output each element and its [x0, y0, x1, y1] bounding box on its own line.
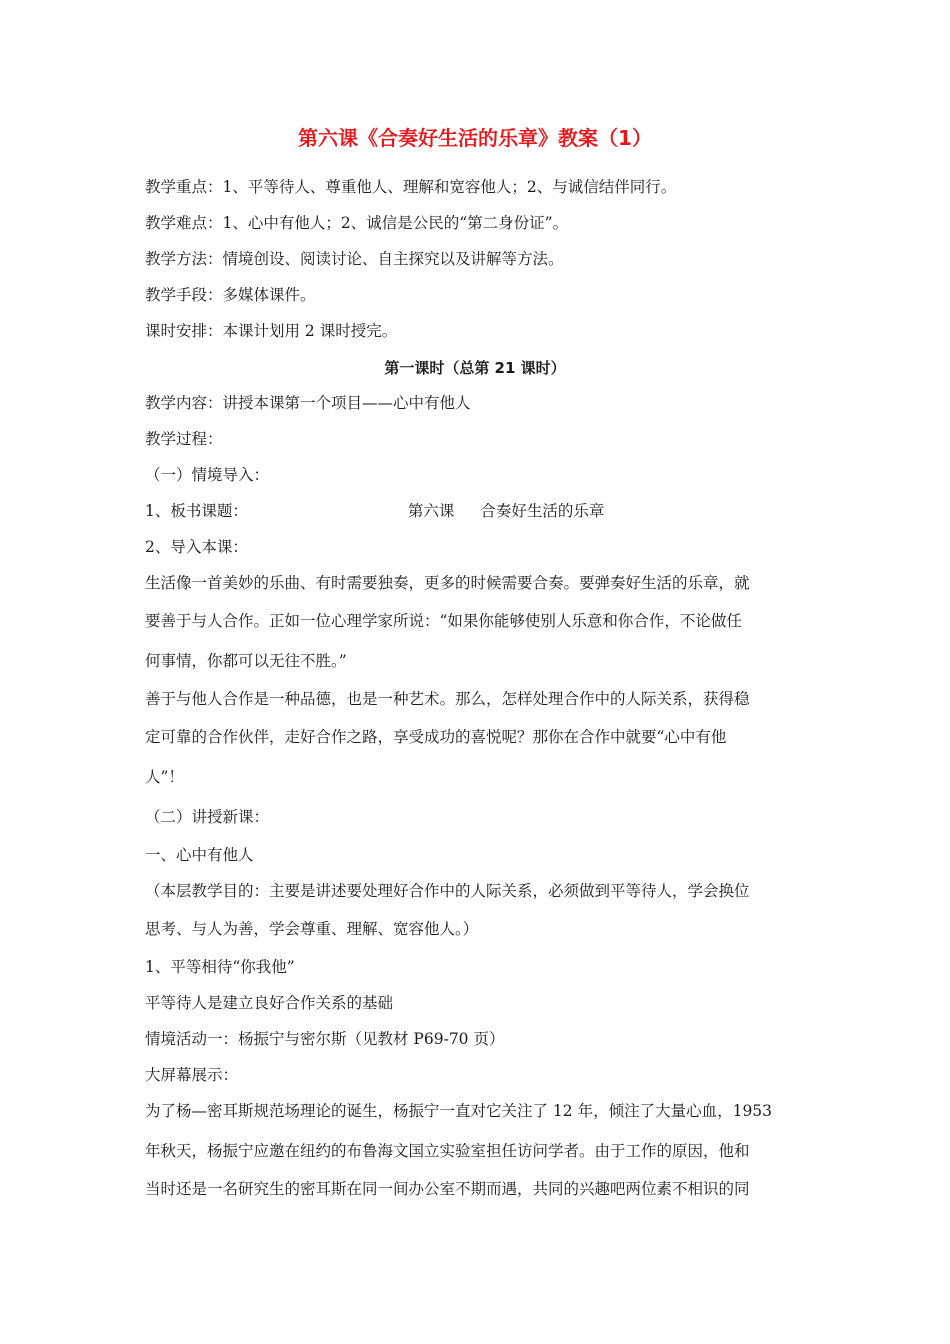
teaching-process: 教学过程：: [145, 430, 223, 448]
paragraph-line: 善于与他人合作是一种品德，也是一种艺术。那么，怎样处理合作中的人际关系，获得稳: [145, 690, 750, 708]
teaching-focus: 教学重点：1、平等待人、尊重他人、理解和宽容他人；2、与诚信结伴同行。: [145, 178, 677, 196]
section-subheading: 第一课时（总第 21 课时）: [384, 359, 566, 377]
section-heading: 一、心中有他人: [145, 846, 254, 864]
paragraph-line: 当时还是一名研究生的密耳斯在同一间办公室不期而遇，共同的兴趣吧两位素不相识的同: [145, 1180, 750, 1198]
step-new-lesson-heading: （二）讲授新课：: [145, 808, 270, 826]
teaching-content: 教学内容：讲授本课第一个项目——心中有他人: [145, 394, 471, 412]
document-title: 第六课《合奏好生活的乐章》教案（1）: [298, 126, 652, 150]
paragraph-line: 定可靠的合作伙伴，走好合作之路，享受成功的喜悦呢？那你在合作中就要“心中有他: [145, 728, 727, 746]
paragraph-line: 年秋天，杨振宁应邀在纽约的布鲁海文国立实验室担任访问学者。由于工作的原因，他和: [145, 1142, 750, 1160]
paragraph-line: 人”！: [145, 768, 184, 786]
board-lesson-title: 合奏好生活的乐章: [480, 502, 605, 520]
board-lesson-number: 第六课: [407, 502, 455, 520]
activity-heading: 情境活动一：杨振宁与密尔斯（见教材 P69-70 页）: [145, 1030, 505, 1048]
screen-display-label: 大屏幕展示：: [145, 1066, 239, 1084]
paragraph-line: 何事情，你都可以无往不胜。”: [145, 652, 347, 670]
teaching-difficulty: 教学难点：1、心中有他人；2、诚信是公民的“第二身份证”。: [145, 214, 569, 232]
step-intro-heading: （一）情境导入：: [145, 466, 270, 484]
paragraph-line: 生活像一首美妙的乐曲、有时需要独奏，更多的时候需要合奏。要弹奏好生活的乐章，就: [145, 574, 750, 592]
teaching-means: 教学手段：多媒体课件。: [145, 286, 316, 304]
lesson-intro-label: 2、导入本课：: [145, 538, 248, 556]
paragraph-line: 为了杨—密耳斯规范场理论的诞生，杨振宁一直对它关注了 12 年，倾注了大量心血，1953: [145, 1102, 773, 1120]
subsection-heading: 1、平等相待“你我他”: [145, 958, 295, 976]
paragraph-line: 平等待人是建立良好合作关系的基础: [145, 994, 394, 1012]
teaching-method: 教学方法：情境创设、阅读讨论、自主探究以及讲解等方法。: [145, 250, 564, 268]
class-hours: 课时安排：本课计划用 2 课时授完。: [145, 322, 398, 340]
board-title-label: 1、板书课题：: [145, 502, 248, 520]
board-title-line: [145, 501, 810, 521]
paragraph-line: （本层教学目的：主要是讲述要处理好合作中的人际关系，必须做到平等待人，学会换位: [145, 882, 750, 900]
paragraph-line: 思考、与人为善，学会尊重、理解、宽容他人。）: [145, 920, 479, 938]
paragraph-line: 要善于与人合作。正如一位心理学家所说：“如果你能够使别人乐意和你合作，不论做任: [145, 612, 742, 630]
